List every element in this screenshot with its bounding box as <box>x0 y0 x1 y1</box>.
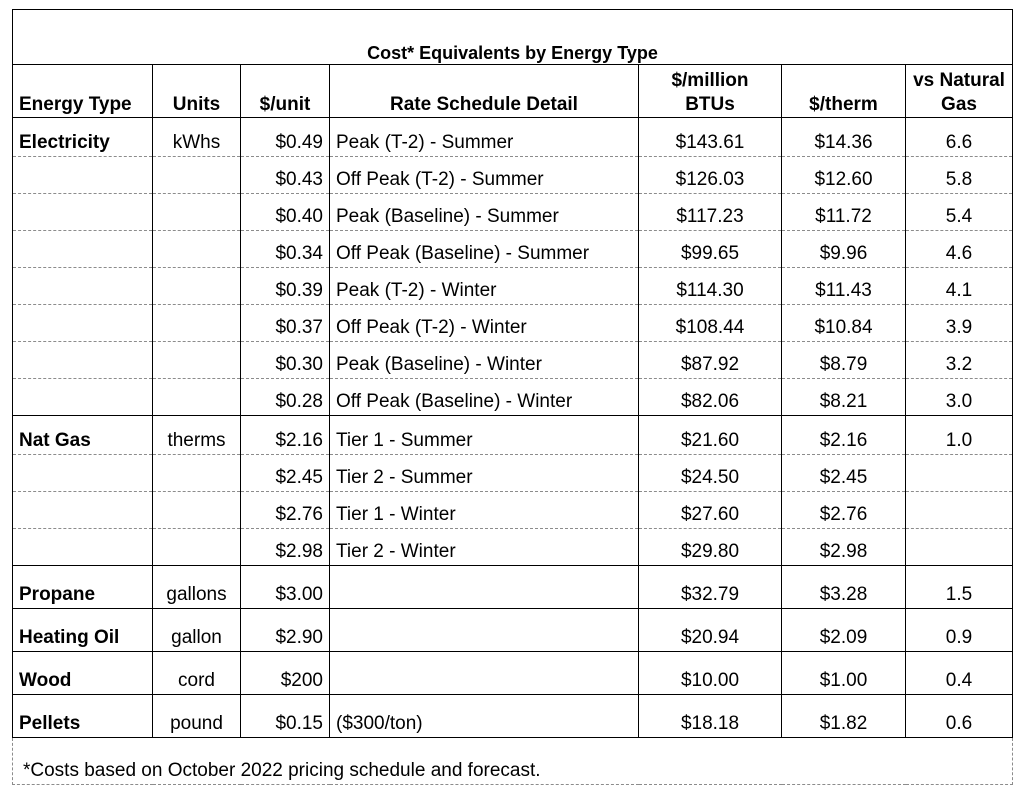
per-unit-cell: $0.15 <box>241 695 330 738</box>
per-therm-cell: $9.96 <box>782 231 906 268</box>
energy-type-cell: Heating Oil <box>13 609 153 652</box>
vs-natural-gas-cell: 3.2 <box>906 342 1013 379</box>
per-million-btu-cell: $126.03 <box>639 157 782 194</box>
per-unit-cell: $0.39 <box>241 268 330 305</box>
energy-type-cell <box>13 492 153 529</box>
footnote-row <box>13 738 1013 785</box>
rate-detail-cell: Peak (T-2) - Summer <box>330 118 639 157</box>
per-million-btu-cell: $99.65 <box>639 231 782 268</box>
header-energy-type: Energy Type <box>13 65 153 118</box>
spreadsheet-sheet <box>12 9 1012 781</box>
per-million-btu-cell: $20.94 <box>639 609 782 652</box>
table-row <box>13 231 1013 268</box>
vs-natural-gas-cell: 1.5 <box>906 566 1013 609</box>
header-per-million-btu <box>639 65 782 118</box>
table-row <box>13 695 1013 738</box>
units-cell: kWhs <box>153 118 241 157</box>
units-cell <box>153 157 241 194</box>
header-vs-gas-line1: vs Natural <box>913 70 1005 91</box>
rate-detail-cell: Peak (Baseline) - Winter <box>330 342 639 379</box>
energy-type-cell: Nat Gas <box>13 416 153 455</box>
vs-natural-gas-cell: 4.1 <box>906 268 1013 305</box>
table-row <box>13 609 1013 652</box>
per-unit-cell: $0.43 <box>241 157 330 194</box>
per-unit-cell: $2.98 <box>241 529 330 566</box>
per-unit-cell: $0.49 <box>241 118 330 157</box>
table-row <box>13 157 1013 194</box>
units-cell <box>153 455 241 492</box>
vs-natural-gas-cell: 0.6 <box>906 695 1013 738</box>
per-therm-cell: $3.28 <box>782 566 906 609</box>
table-row <box>13 379 1013 416</box>
per-million-btu-cell: $87.92 <box>639 342 782 379</box>
table-row <box>13 268 1013 305</box>
units-cell <box>153 342 241 379</box>
header-per-therm: $/therm <box>782 65 906 118</box>
rate-detail-cell <box>330 609 639 652</box>
header-vs-natural-gas <box>906 65 1013 118</box>
per-therm-cell: $10.84 <box>782 305 906 342</box>
rate-detail-cell: Tier 1 - Winter <box>330 492 639 529</box>
table-title: Cost* Equivalents by Energy Type <box>13 10 1013 65</box>
energy-type-cell <box>13 231 153 268</box>
rate-detail-cell: Off Peak (T-2) - Winter <box>330 305 639 342</box>
per-million-btu-cell: $18.18 <box>639 695 782 738</box>
vs-natural-gas-cell <box>906 492 1013 529</box>
header-per-unit: $/unit <box>241 65 330 118</box>
per-unit-cell: $0.34 <box>241 231 330 268</box>
units-cell <box>153 379 241 416</box>
vs-natural-gas-cell: 3.9 <box>906 305 1013 342</box>
vs-natural-gas-cell: 4.6 <box>906 231 1013 268</box>
per-unit-cell: $3.00 <box>241 566 330 609</box>
vs-natural-gas-cell: 3.0 <box>906 379 1013 416</box>
energy-type-cell: Wood <box>13 652 153 695</box>
energy-type-cell <box>13 455 153 492</box>
table-row <box>13 529 1013 566</box>
header-row <box>13 65 1013 118</box>
rate-detail-cell: Off Peak (Baseline) - Summer <box>330 231 639 268</box>
per-unit-cell: $2.90 <box>241 609 330 652</box>
per-million-btu-cell: $27.60 <box>639 492 782 529</box>
rate-detail-cell: Off Peak (Baseline) - Winter <box>330 379 639 416</box>
per-therm-cell: $2.45 <box>782 455 906 492</box>
energy-type-cell: Electricity <box>13 118 153 157</box>
rate-detail-cell: Tier 2 - Winter <box>330 529 639 566</box>
per-million-btu-cell: $117.23 <box>639 194 782 231</box>
vs-natural-gas-cell: 1.0 <box>906 416 1013 455</box>
energy-type-cell <box>13 529 153 566</box>
vs-natural-gas-cell: 6.6 <box>906 118 1013 157</box>
per-unit-cell: $0.40 <box>241 194 330 231</box>
units-cell <box>153 529 241 566</box>
energy-type-cell: Propane <box>13 566 153 609</box>
energy-type-cell <box>13 342 153 379</box>
units-cell: pound <box>153 695 241 738</box>
table-row <box>13 416 1013 455</box>
table-row <box>13 194 1013 231</box>
per-million-btu-cell: $24.50 <box>639 455 782 492</box>
units-cell: therms <box>153 416 241 455</box>
footnote: *Costs based on October 2022 pricing schedule and forecast. <box>13 738 1013 785</box>
energy-type-cell <box>13 379 153 416</box>
per-therm-cell: $11.72 <box>782 194 906 231</box>
header-units: Units <box>153 65 241 118</box>
table-row <box>13 492 1013 529</box>
vs-natural-gas-cell: 0.9 <box>906 609 1013 652</box>
per-unit-cell: $0.28 <box>241 379 330 416</box>
units-cell: gallon <box>153 609 241 652</box>
per-therm-cell: $2.16 <box>782 416 906 455</box>
header-rate-detail: Rate Schedule Detail <box>330 65 639 118</box>
header-per-million-btu-line2: BTUs <box>685 94 735 115</box>
rate-detail-cell <box>330 566 639 609</box>
rate-detail-cell: Off Peak (T-2) - Summer <box>330 157 639 194</box>
per-unit-cell: $2.45 <box>241 455 330 492</box>
energy-type-cell <box>13 194 153 231</box>
per-therm-cell: $8.21 <box>782 379 906 416</box>
per-million-btu-cell: $82.06 <box>639 379 782 416</box>
rate-detail-cell: Tier 2 - Summer <box>330 455 639 492</box>
rate-detail-cell <box>330 652 639 695</box>
per-therm-cell: $2.98 <box>782 529 906 566</box>
vs-natural-gas-cell <box>906 529 1013 566</box>
units-cell <box>153 305 241 342</box>
per-therm-cell: $8.79 <box>782 342 906 379</box>
units-cell: gallons <box>153 566 241 609</box>
energy-type-cell: Pellets <box>13 695 153 738</box>
per-million-btu-cell: $21.60 <box>639 416 782 455</box>
units-cell <box>153 492 241 529</box>
vs-natural-gas-cell: 5.4 <box>906 194 1013 231</box>
table-row <box>13 118 1013 157</box>
table-row <box>13 455 1013 492</box>
per-million-btu-cell: $10.00 <box>639 652 782 695</box>
rate-detail-cell: Tier 1 - Summer <box>330 416 639 455</box>
per-million-btu-cell: $143.61 <box>639 118 782 157</box>
per-million-btu-cell: $114.30 <box>639 268 782 305</box>
per-unit-cell: $200 <box>241 652 330 695</box>
vs-natural-gas-cell: 0.4 <box>906 652 1013 695</box>
per-unit-cell: $2.16 <box>241 416 330 455</box>
per-therm-cell: $1.00 <box>782 652 906 695</box>
per-therm-cell: $14.36 <box>782 118 906 157</box>
table-row <box>13 305 1013 342</box>
units-cell <box>153 268 241 305</box>
energy-type-cell <box>13 305 153 342</box>
title-row <box>13 10 1013 65</box>
rate-detail-cell: ($300/ton) <box>330 695 639 738</box>
units-cell <box>153 194 241 231</box>
table-row <box>13 566 1013 609</box>
per-therm-cell: $2.09 <box>782 609 906 652</box>
per-unit-cell: $0.30 <box>241 342 330 379</box>
header-per-million-btu-line1: $/million <box>671 70 749 91</box>
per-therm-cell: $12.60 <box>782 157 906 194</box>
header-vs-gas-line2: Gas <box>941 94 977 115</box>
per-therm-cell: $1.82 <box>782 695 906 738</box>
per-unit-cell: $2.76 <box>241 492 330 529</box>
per-million-btu-cell: $29.80 <box>639 529 782 566</box>
vs-natural-gas-cell <box>906 455 1013 492</box>
energy-type-cell <box>13 268 153 305</box>
per-unit-cell: $0.37 <box>241 305 330 342</box>
vs-natural-gas-cell: 5.8 <box>906 157 1013 194</box>
per-million-btu-cell: $108.44 <box>639 305 782 342</box>
per-million-btu-cell: $32.79 <box>639 566 782 609</box>
table-row <box>13 652 1013 695</box>
cost-table <box>12 9 1013 785</box>
units-cell: cord <box>153 652 241 695</box>
per-therm-cell: $11.43 <box>782 268 906 305</box>
per-therm-cell: $2.76 <box>782 492 906 529</box>
rate-detail-cell: Peak (Baseline) - Summer <box>330 194 639 231</box>
rate-detail-cell: Peak (T-2) - Winter <box>330 268 639 305</box>
energy-type-cell <box>13 157 153 194</box>
table-row <box>13 342 1013 379</box>
units-cell <box>153 231 241 268</box>
